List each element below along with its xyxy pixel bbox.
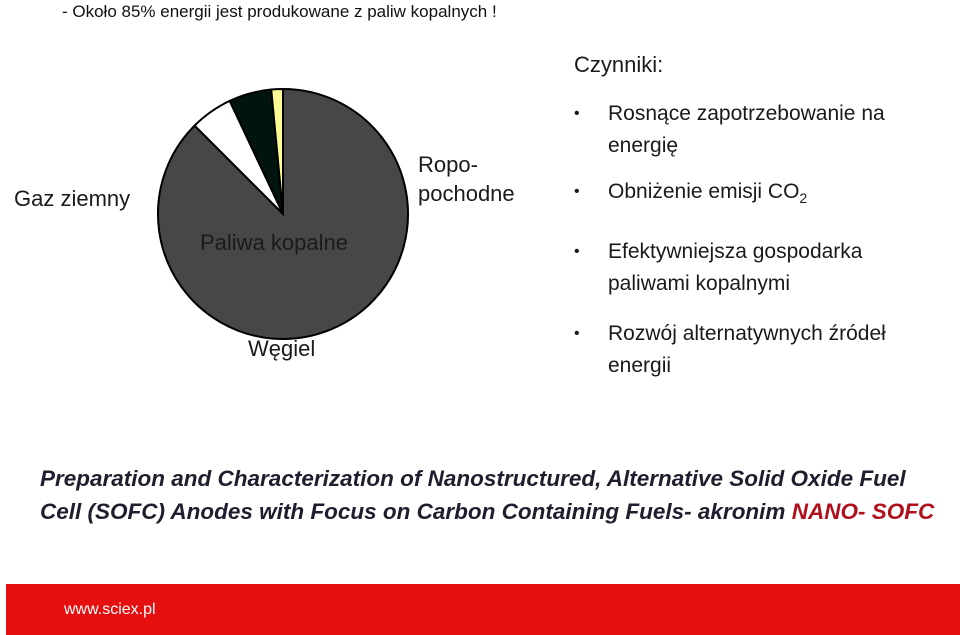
- factor-text-line1: Rozwój alternatywnych źródeł: [608, 322, 886, 345]
- project-title: [40, 462, 940, 528]
- project-title-line2: [40, 495, 940, 528]
- pie-label-ropo: [418, 150, 515, 208]
- factors-list: [574, 98, 954, 382]
- factor-item: [574, 176, 954, 214]
- factor-text-line1: Rosnące zapotrzebowanie na: [608, 102, 885, 125]
- factor-item: [574, 318, 954, 382]
- footer-url: www.sciex.pl: [64, 601, 156, 618]
- pie-label-ropo-line1: Ropo-: [418, 152, 478, 177]
- header-text: - Około 85% energii jest produkowane z paliw kopalnych !: [62, 2, 497, 21]
- pie-label-wegiel: Węgiel: [248, 336, 316, 361]
- factor-item: [574, 236, 954, 300]
- bullet-icon: •: [574, 183, 580, 200]
- project-acronym: NANO- SOFC: [791, 499, 935, 524]
- factor-text-line1: Efektywniejsza gospodarka: [608, 240, 863, 263]
- bullet-icon: •: [574, 325, 580, 342]
- factor-text-line2: energię: [608, 134, 679, 157]
- project-title-line2-text: Cell (SOFC) Anodes with Focus on Carbon Containing Fuels- akronim: [40, 499, 786, 524]
- bullet-icon: •: [574, 105, 580, 122]
- factors-title: Czynniki:: [574, 52, 664, 77]
- factor-subscript: 2: [799, 190, 808, 206]
- pie-label-gaz: Gaz ziemny: [14, 186, 131, 211]
- pie-chart: [150, 60, 410, 360]
- factor-text-line2: paliwami kopalnymi: [608, 272, 791, 295]
- project-title-line1: Preparation and Characterization of Nanostructured, Alternative Solid Oxide Fuel: [40, 466, 906, 491]
- pie-label-paliwa: Paliwa kopalne: [200, 230, 348, 255]
- factor-text: Obniżenie emisji CO: [608, 180, 800, 203]
- factor-item: [574, 98, 954, 162]
- pie-label-ropo-line2: pochodne: [418, 181, 515, 206]
- bullet-icon: •: [574, 243, 580, 260]
- factor-text-line2: energii: [608, 354, 672, 377]
